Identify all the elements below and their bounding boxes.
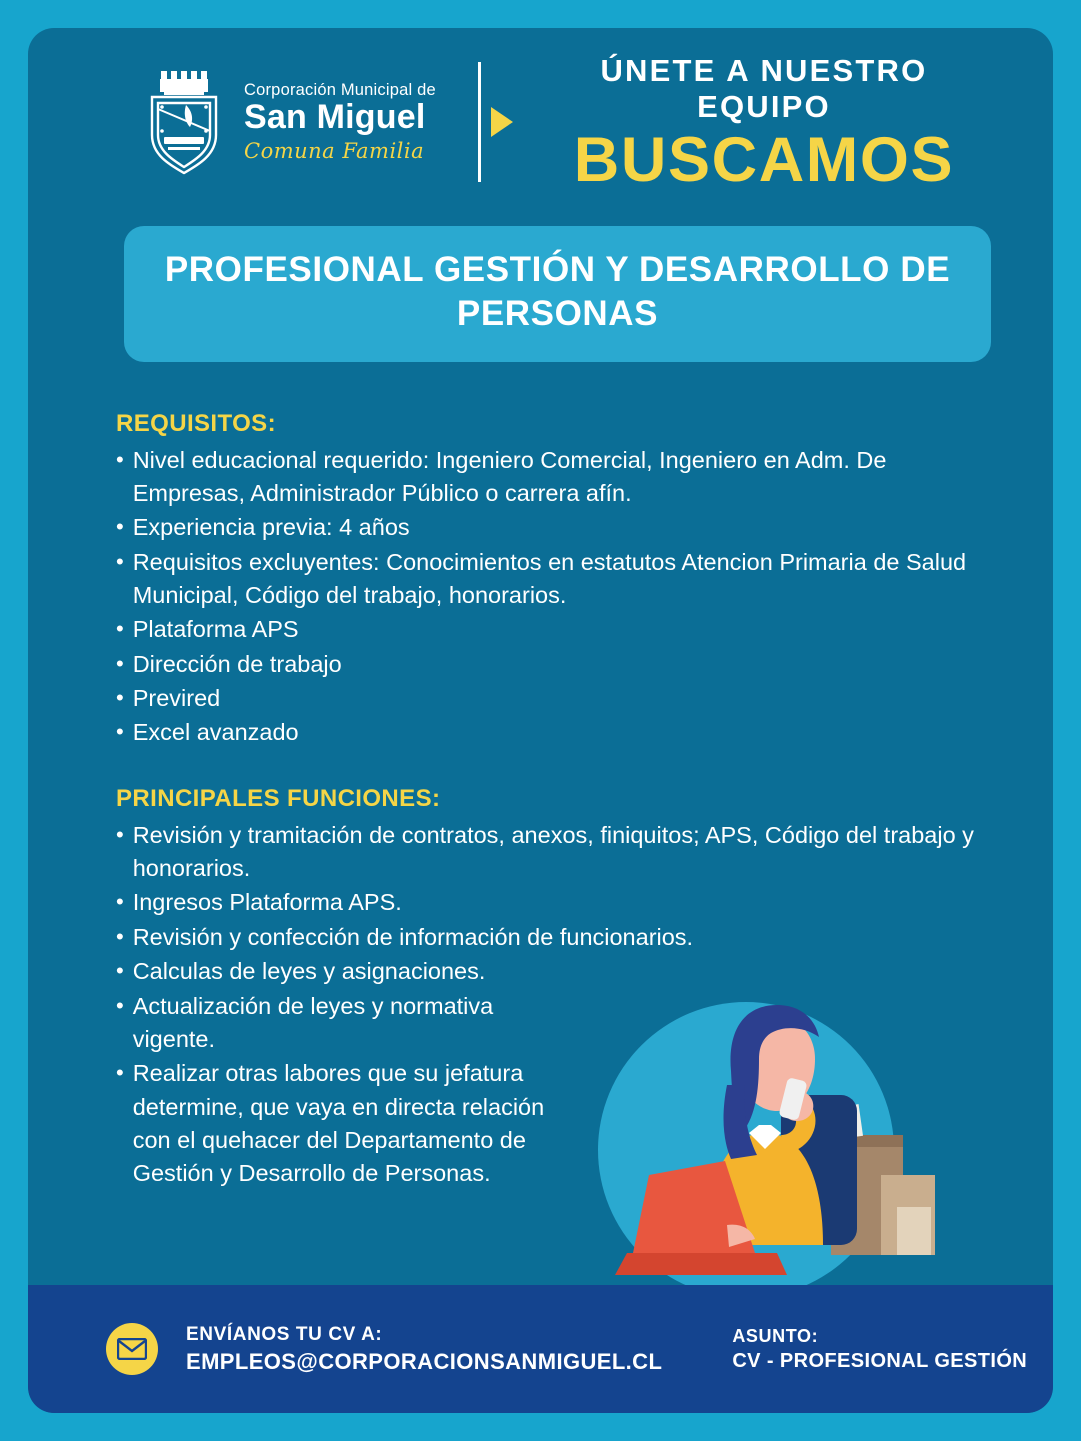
list-item-text: Experiencia previa: 4 años <box>132 514 410 541</box>
position-title: PROFESIONAL GESTIÓN Y DESARROLLO DE PERSONAS <box>164 250 951 333</box>
list-item <box>116 921 993 954</box>
bullet-icon: • <box>116 650 124 676</box>
list-item <box>116 511 993 544</box>
list-item <box>116 546 993 613</box>
list-item-text: Calculas de leyes y asignaciones. <box>132 958 486 985</box>
list-item <box>116 444 993 511</box>
list-item <box>116 1057 993 1190</box>
bullet-icon: • <box>116 719 124 745</box>
list-item <box>116 990 993 1057</box>
funciones-list <box>116 819 993 1191</box>
footer-subject-value: CV - PROFESIONAL GESTIÓN <box>732 1349 1028 1372</box>
list-item-text: Realizar otras labores que su jefatura determine, que vaya en directa relación con el quehacer del Departamento de Gestión y Desarrollo de Personas. <box>132 1060 545 1187</box>
brand-name: San Miguel <box>244 98 426 137</box>
list-item-text: Excel avanzado <box>132 719 299 746</box>
poster-content <box>28 362 1053 1191</box>
position-title-bar <box>124 226 991 362</box>
list-item <box>116 955 993 988</box>
requisitos-heading: REQUISITOS: <box>116 409 276 437</box>
footer-subject-block <box>732 1326 1027 1373</box>
bullet-icon: • <box>116 1060 124 1086</box>
municipal-crest-icon <box>138 67 230 177</box>
list-item-text: Dirección de trabajo <box>132 650 342 677</box>
section-spacer <box>116 751 993 785</box>
bullet-icon: • <box>116 446 124 472</box>
list-item-text: Plataforma APS <box>132 616 299 643</box>
list-item <box>116 819 993 886</box>
list-item-text: Requisitos excluyentes: Conocimientos en estatutos Atencion Primaria de Salud Municipal, Código del trabajo, honorarios. <box>132 548 967 608</box>
brand-subtitle: Corporación Municipal de <box>244 80 436 99</box>
brand-block <box>138 67 436 177</box>
list-item-text: Revisión y tramitación de contratos, anexos, finiquitos; APS, Código del trabajo y honorarios. <box>132 821 974 882</box>
bullet-icon: • <box>116 685 124 711</box>
bullet-icon: • <box>116 616 124 642</box>
requisitos-list <box>116 444 993 750</box>
list-item-text: Previred <box>132 685 221 712</box>
funciones-heading: PRINCIPALES FUNCIONES: <box>116 784 441 812</box>
bullet-icon: • <box>116 958 124 984</box>
footer-email-address[interactable]: EMPLEOS@CORPORACIONSANMIGUEL.CL <box>186 1348 663 1374</box>
footer-subject-label: ASUNTO: <box>732 1325 819 1346</box>
brand-slogan: Comuna Familia <box>244 138 425 163</box>
bullet-icon: • <box>116 992 124 1018</box>
join-team-text: ÚNETE A NUESTRO EQUIPO <box>600 53 928 125</box>
list-item <box>116 716 993 749</box>
list-item-text: Nivel educacional requerido: Ingeniero Comercial, Ingeniero en Adm. De Empresas, Administrador Público o carrera afín. <box>132 446 887 506</box>
list-item <box>116 886 993 919</box>
job-poster <box>28 28 1053 1413</box>
poster-footer <box>28 1285 1053 1413</box>
list-item <box>116 613 993 646</box>
arrow-right-icon <box>491 107 513 137</box>
list-item-text: Revisión y confección de información de funcionarios. <box>132 923 694 950</box>
list-item <box>116 648 993 681</box>
bullet-icon: • <box>116 889 124 915</box>
brand-text <box>244 82 436 162</box>
buscamos-text: BUSCAMOS <box>573 125 955 196</box>
bullet-icon: • <box>116 923 124 949</box>
header-headline <box>535 53 1053 196</box>
bullet-icon: • <box>116 821 124 847</box>
footer-cv-label: ENVÍANOS TU CV A: <box>186 1323 383 1345</box>
bullet-icon: • <box>116 548 124 574</box>
poster-header <box>28 28 1053 198</box>
list-item-text: Actualización de leyes y normativa vigente. <box>132 992 494 1052</box>
list-item-text: Ingresos Plataforma APS. <box>132 889 402 916</box>
email-icon <box>106 1323 158 1375</box>
footer-cv-block <box>186 1324 662 1375</box>
header-divider <box>478 62 481 182</box>
list-item <box>116 682 993 715</box>
bullet-icon: • <box>116 514 124 540</box>
